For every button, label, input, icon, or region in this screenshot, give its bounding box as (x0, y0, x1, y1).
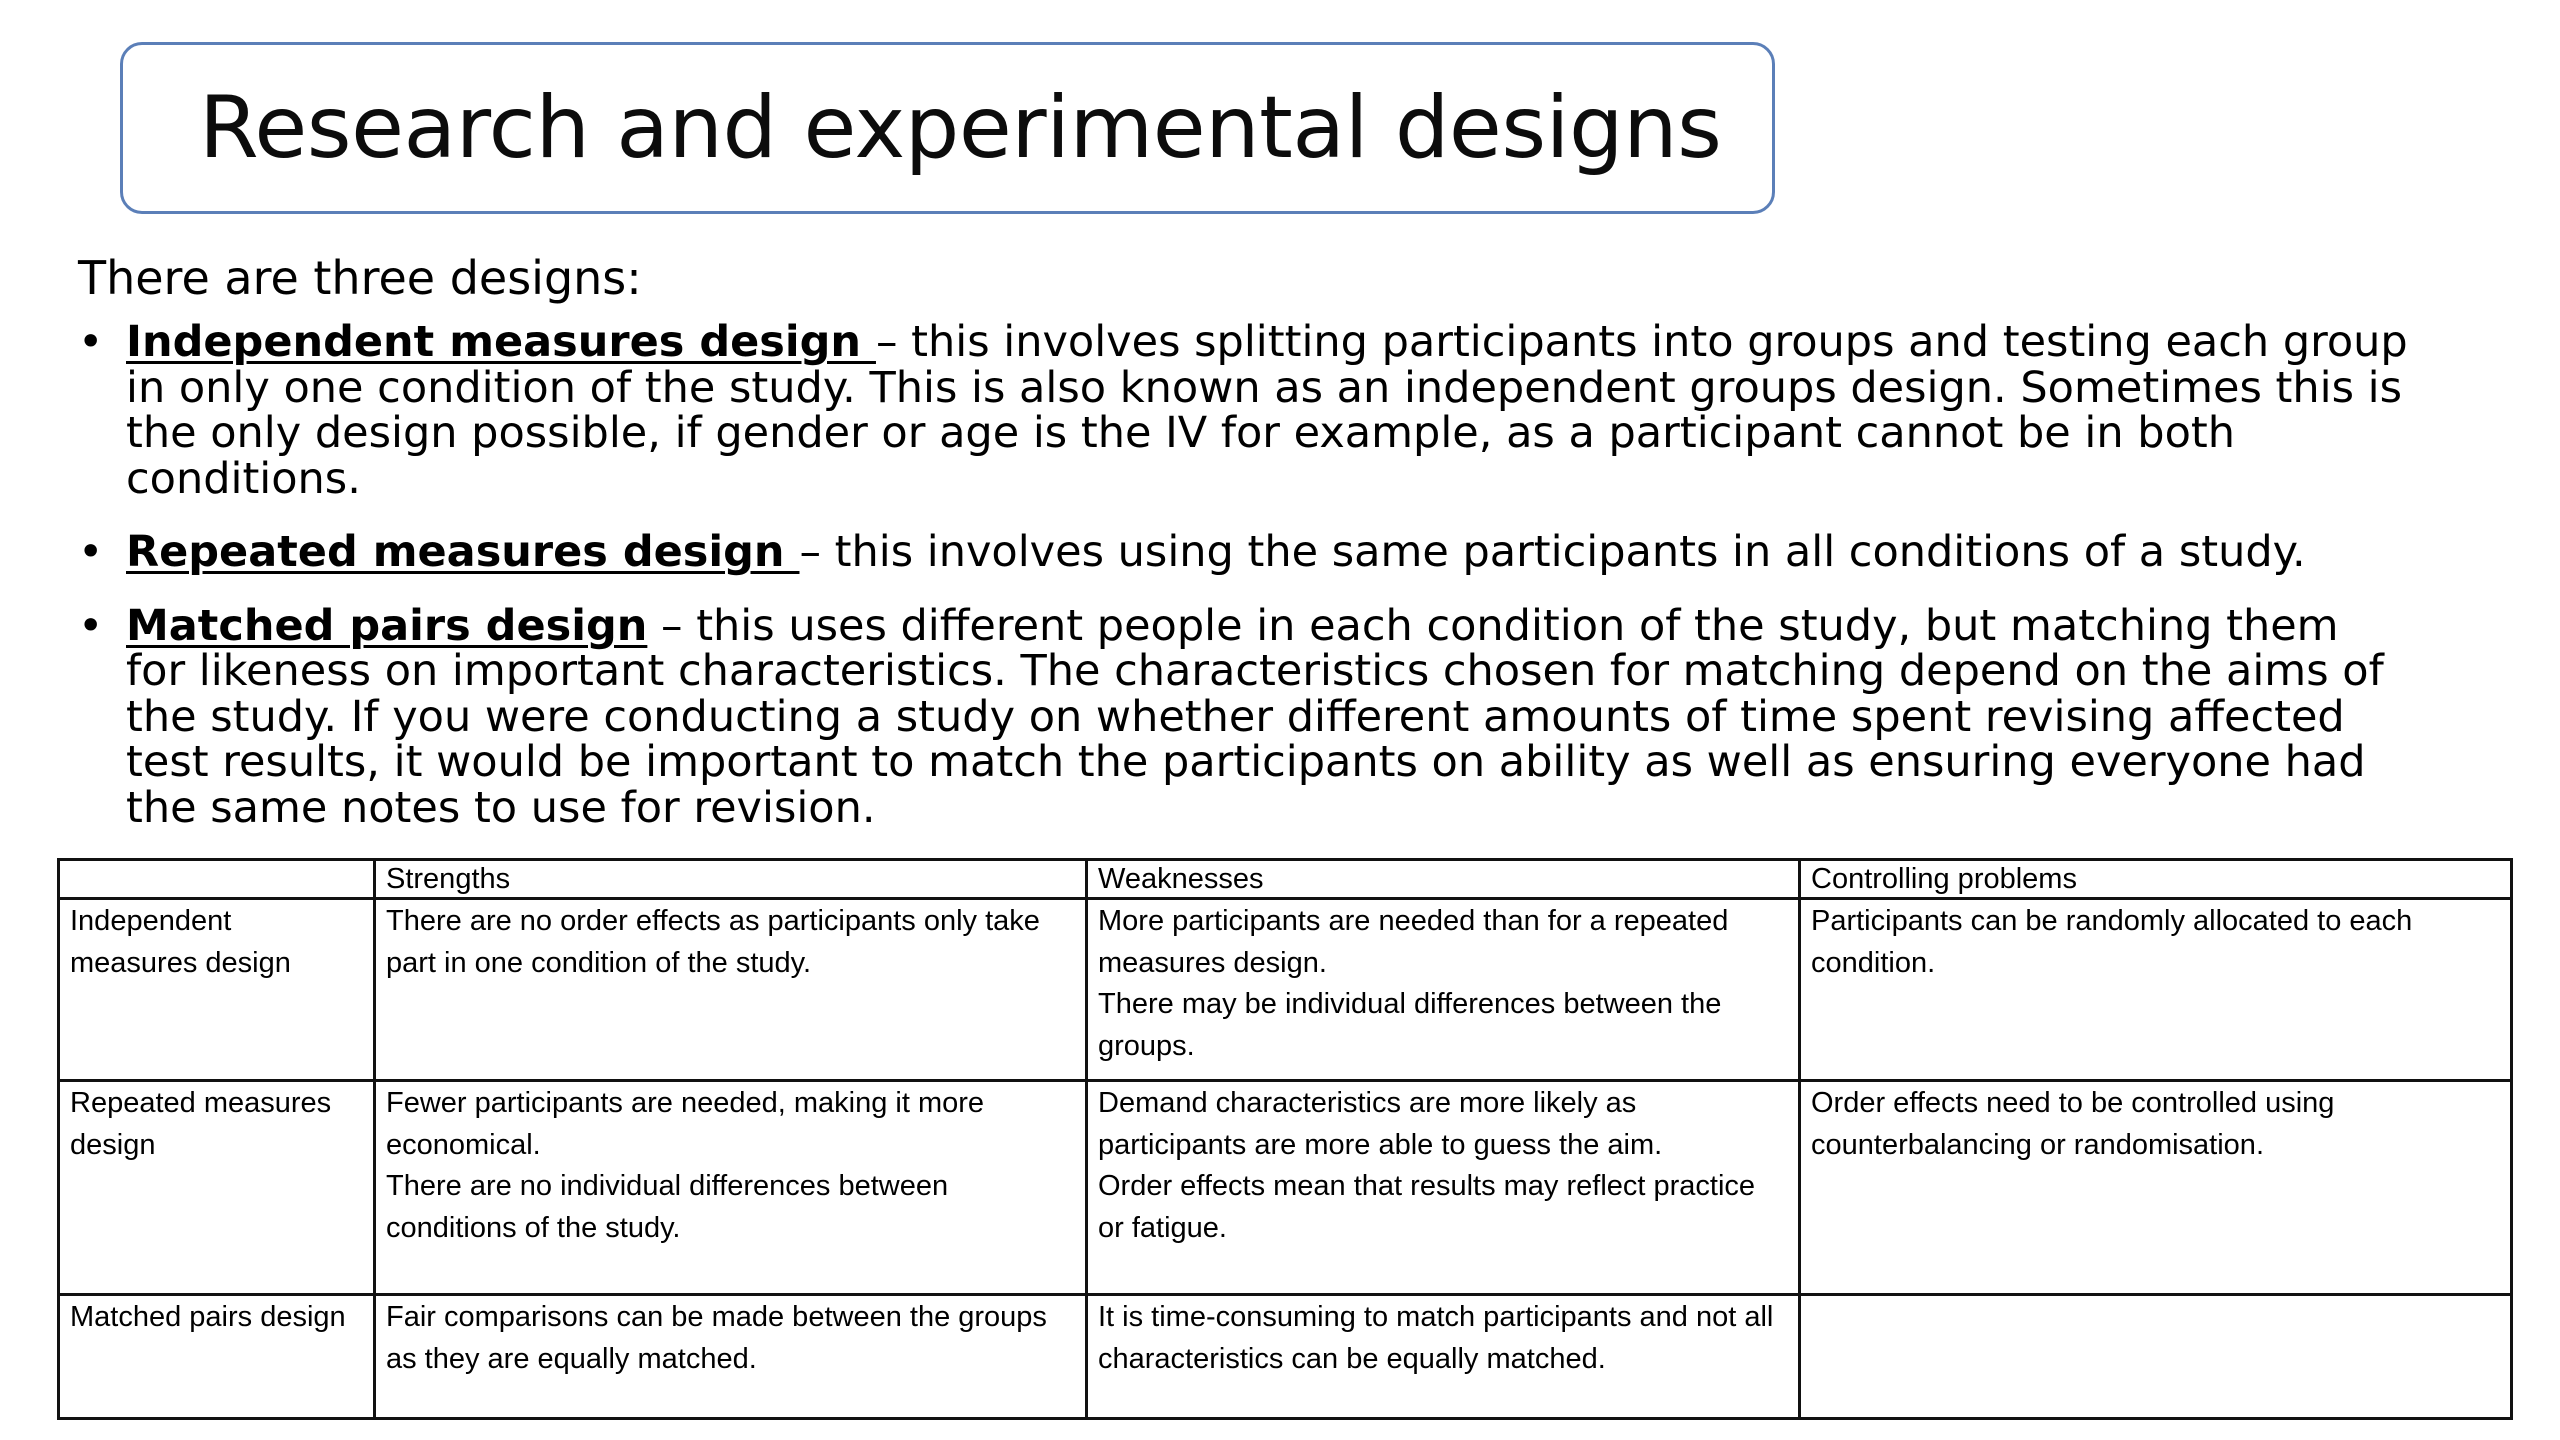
table-row (59, 1081, 2512, 1295)
strengths-cell (375, 899, 1087, 1081)
table-header-controlling: Controlling problems (1800, 860, 2512, 899)
table-header-row (59, 860, 2512, 899)
bullet-dot-icon: • (78, 527, 104, 577)
bullet-matched-pairs (78, 600, 2408, 833)
controlling-cell (1800, 1081, 2512, 1295)
table-header-weaknesses: Weaknesses (1087, 860, 1800, 899)
bullet-term: Independent measures design (126, 317, 876, 367)
intro-text: There are three designs: (78, 251, 642, 305)
strengths-cell (375, 1295, 1087, 1419)
table-header-strengths: Strengths (375, 860, 1087, 899)
cell-line: There are no order effects as participants only take part in one condition of the study. (386, 905, 1040, 979)
page-title: Research and experimental designs (199, 78, 1722, 178)
controlling-cell (1800, 899, 2512, 1081)
table-header-design (59, 860, 375, 899)
design-name-cell: Independent measures design (59, 899, 375, 1081)
bullet-description: – this uses different people in each condition of the study, but matching them for likeness on important characteristics. The characteristics chosen for matching depend on the aims of the study. If you were conducting a study on whether different amounts of time spent revising affected test results, it would be important to match the participants on ability as well as ensuring everyone had the same notes to use for revision. (126, 600, 2384, 833)
bullet-independent-measures (78, 317, 2408, 504)
cell-line: More participants are needed than for a repeated measures design. (1098, 905, 1729, 979)
cell-line: Fair comparisons can be made between the groups as they are equally matched. (386, 1301, 1047, 1375)
bullet-dot-icon: • (78, 317, 104, 367)
weaknesses-cell (1087, 899, 1800, 1081)
strengths-cell (375, 1081, 1087, 1295)
cell-line: It is time-consuming to match participants and not all characteristics can be equally matched. (1098, 1301, 1774, 1375)
table-row (59, 899, 2512, 1081)
title-box (120, 42, 1775, 214)
cell-line: There may be individual differences between the groups. (1098, 988, 1722, 1062)
bullet-term: Repeated measures design (126, 527, 800, 577)
bullet-dot-icon: • (78, 600, 104, 651)
cell-line: There are no individual differences between conditions of the study. (386, 1170, 949, 1244)
design-name-cell: Repeated measures design (59, 1081, 375, 1295)
table-row (59, 1295, 2512, 1419)
bullet-term: Matched pairs design (126, 600, 648, 651)
cell-line: Fewer participants are needed, making it more economical. (386, 1087, 985, 1161)
cell-line: Demand characteristics are more likely as participants are more able to guess the aim. (1098, 1087, 1663, 1161)
design-comparison-table (57, 858, 2513, 1420)
bullet-repeated-measures (78, 527, 2408, 577)
bullet-description: – this involves splitting participants into groups and testing each group in only one condition of the study. This is also known as an independent groups design. Sometimes this is the only design possible, if gender or age is the IV for example, as a participant cannot be in both conditions. (126, 317, 2408, 504)
design-name-cell: Matched pairs design (59, 1295, 375, 1419)
controlling-cell (1800, 1295, 2512, 1419)
cell-line: Participants can be randomly allocated to each condition. (1811, 905, 2413, 979)
design-bullet-list (78, 317, 2408, 859)
weaknesses-cell (1087, 1295, 1800, 1419)
bullet-description: – this involves using the same participants in all conditions of a study. (799, 527, 2306, 577)
weaknesses-cell (1087, 1081, 1800, 1295)
cell-line: Order effects need to be controlled using counterbalancing or randomisation. (1811, 1087, 2335, 1161)
cell-line: Order effects mean that results may reflect practice or fatigue. (1098, 1170, 1756, 1244)
